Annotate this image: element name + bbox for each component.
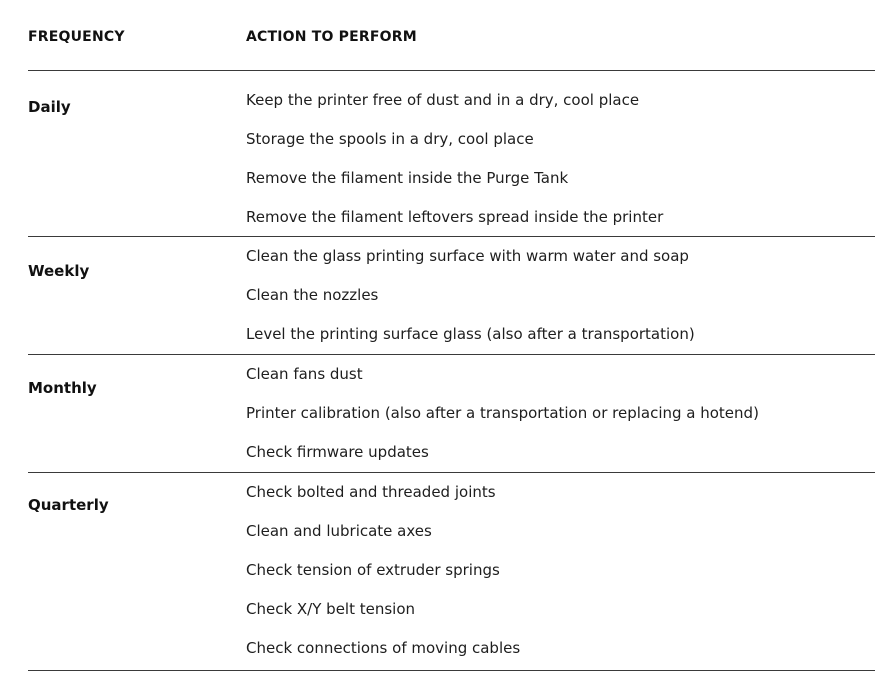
action-item: Check connections of moving cables [246,639,521,657]
action-item: Clean and lubricate axes [246,522,432,540]
header-frequency: FREQUENCY [28,29,125,45]
action-list [246,71,875,237]
header-action: ACTION TO PERFORM [246,29,417,45]
action-item: Storage the spools in a dry, cool place [246,130,534,148]
action-item: Clean the glass printing surface with warm water and soap [246,247,689,265]
action-item: Keep the printer free of dust and in a dry, cool place [246,91,640,109]
action-item: Check bolted and threaded joints [246,483,496,501]
action-list [246,237,875,354]
action-item: Printer calibration (also after a transportation or replacing a hotend) [246,404,759,422]
action-item: Remove the filament inside the Purge Tank [246,169,569,187]
group-quarterly [28,473,875,671]
action-item: Check X/Y belt tension [246,600,416,618]
action-list [246,473,875,668]
action-item: Check firmware updates [246,443,429,461]
action-item: Clean fans dust [246,365,363,383]
action-item: Level the printing surface glass (also after a transportation) [246,325,695,343]
frequency-label: Daily [28,98,71,116]
group-weekly [28,237,875,355]
group-daily [28,71,875,237]
frequency-label: Weekly [28,262,90,280]
frequency-label: Monthly [28,379,97,397]
group-monthly [28,355,875,473]
action-item: Remove the filament leftovers spread inside the printer [246,208,664,226]
action-item: Check tension of extruder springs [246,561,500,579]
maintenance-table [28,0,875,671]
action-item: Clean the nozzles [246,286,379,304]
action-list [246,355,875,472]
frequency-label: Quarterly [28,496,109,514]
table-header [28,0,875,71]
